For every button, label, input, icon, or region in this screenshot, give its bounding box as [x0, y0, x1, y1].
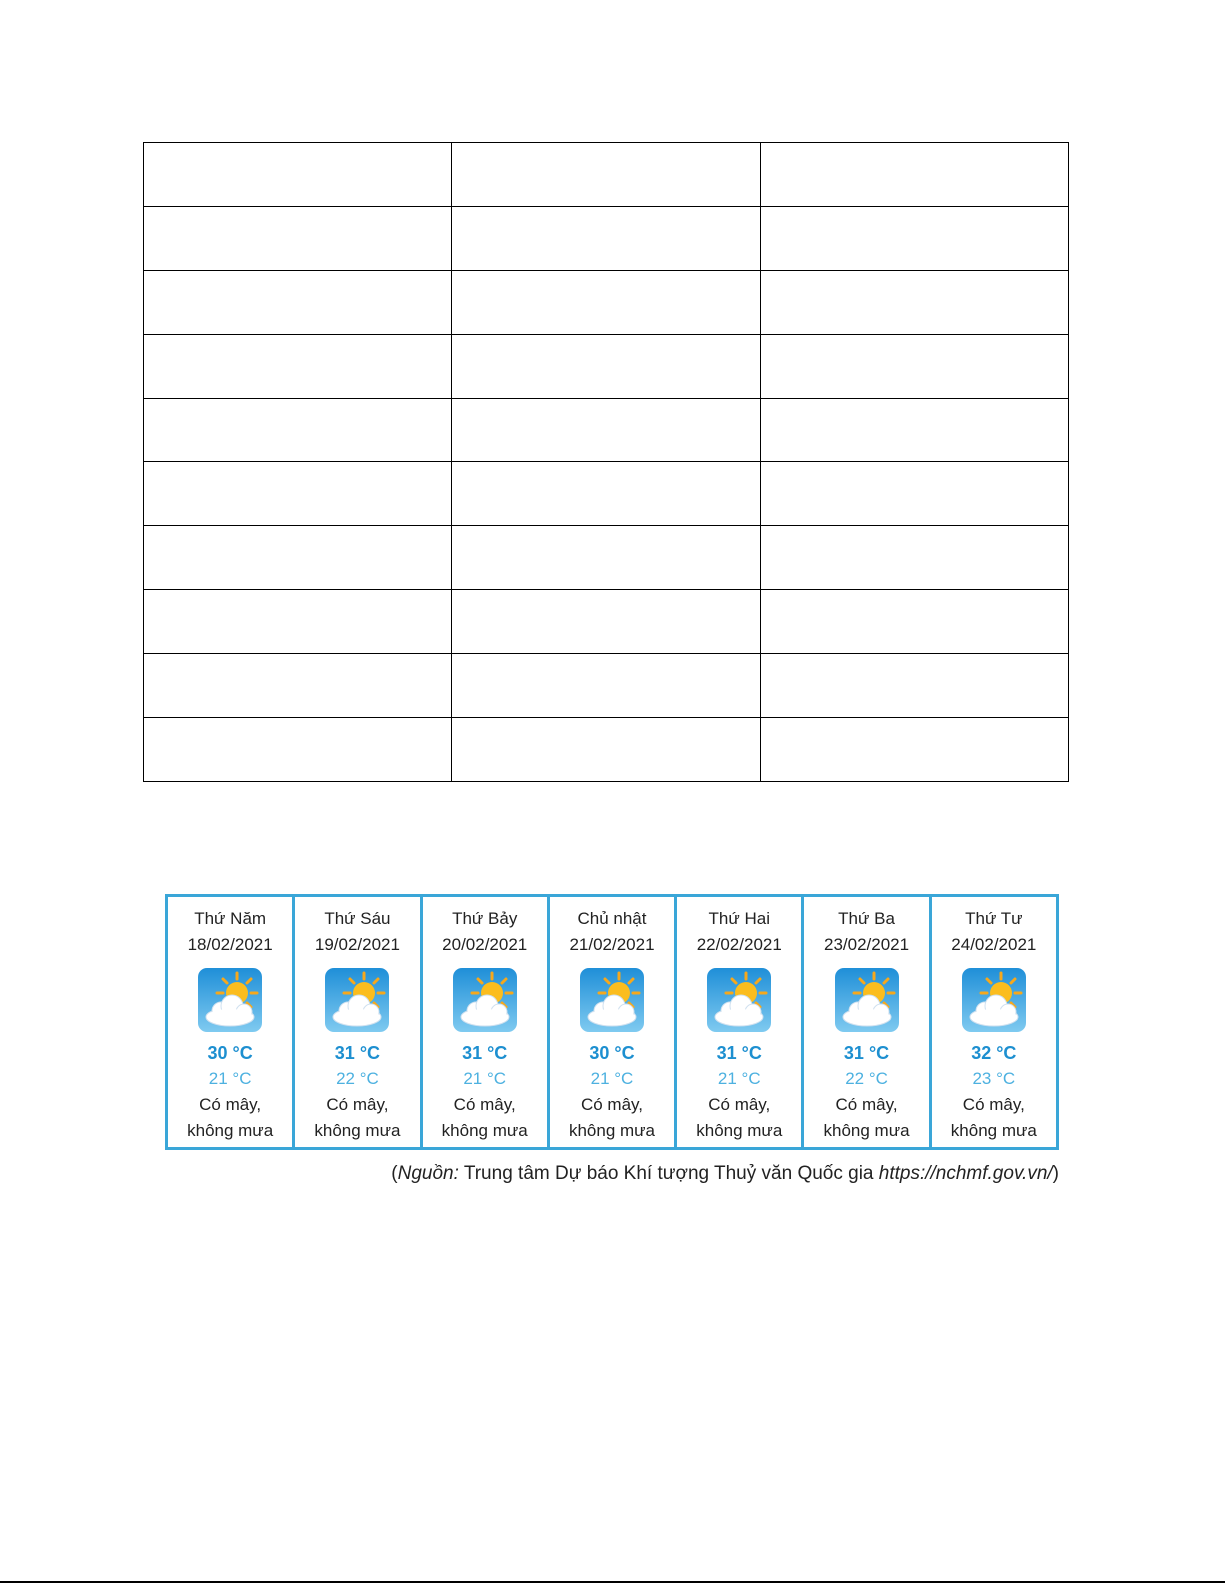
day-name: Thứ Sáu: [324, 909, 391, 928]
day-name: Thứ Bảy: [452, 909, 518, 928]
weather-forecast-strip: [165, 894, 1059, 1150]
forecast-day: [801, 897, 928, 1147]
table-cell: [144, 143, 452, 207]
table-cell: [452, 143, 760, 207]
table-cell: [144, 718, 452, 782]
partly-sunny-icon: [324, 967, 390, 1033]
table-row: [144, 590, 1069, 654]
table-cell: [452, 718, 760, 782]
table-row: [144, 334, 1069, 398]
table-cell: [144, 590, 452, 654]
table-cell: [760, 143, 1068, 207]
partly-sunny-icon: [834, 967, 900, 1033]
low-temperature: 23 °C: [972, 1069, 1016, 1088]
condition-line-2: không mưa: [187, 1121, 274, 1140]
table-cell: [144, 398, 452, 462]
source-text: Trung tâm Dự báo Khí tượng Thuỷ văn Quốc gia: [458, 1163, 879, 1184]
table-cell: [452, 206, 760, 270]
empty-data-table: [143, 142, 1069, 782]
high-temperature: 31 °C: [462, 1043, 508, 1063]
table-cell: [452, 526, 760, 590]
table-cell: [760, 334, 1068, 398]
condition-line-1: Có mây,: [708, 1095, 771, 1114]
low-temperature: 22 °C: [336, 1069, 379, 1088]
day-name: Thứ Tư: [965, 909, 1023, 928]
forecast-day: [292, 897, 419, 1147]
table-row: [144, 718, 1069, 782]
day-date: 18/02/2021: [187, 935, 273, 954]
condition-line-2: không mưa: [950, 1121, 1037, 1140]
source-url: https://nchmf.gov.vn/: [878, 1163, 1053, 1184]
forecast-day: [929, 897, 1056, 1147]
table-cell: [760, 270, 1068, 334]
table-cell: [452, 334, 760, 398]
high-temperature: 31 °C: [716, 1043, 762, 1063]
partly-sunny-icon: [452, 967, 518, 1033]
day-name: Thứ Ba: [838, 909, 895, 928]
high-temperature: 30 °C: [589, 1043, 635, 1063]
table-cell: [760, 398, 1068, 462]
table-cell: [452, 654, 760, 718]
table-row: [144, 270, 1069, 334]
source-close-paren: ): [1052, 1163, 1059, 1184]
condition-line-2: không mưa: [568, 1121, 655, 1140]
table-cell: [452, 462, 760, 526]
table-cell: [144, 206, 452, 270]
condition-line-2: không mưa: [441, 1121, 528, 1140]
table-row: [144, 462, 1069, 526]
table-cell: [760, 206, 1068, 270]
condition-line-1: Có mây,: [962, 1095, 1025, 1114]
partly-sunny-icon: [961, 967, 1027, 1033]
table-cell: [452, 270, 760, 334]
table-row: [144, 206, 1069, 270]
high-temperature: 30 °C: [207, 1043, 253, 1063]
day-date: 24/02/2021: [951, 935, 1037, 954]
table-cell: [760, 462, 1068, 526]
low-temperature: 21 °C: [717, 1069, 761, 1088]
forecast-day: [674, 897, 801, 1147]
table-cell: [144, 334, 452, 398]
source-citation: [391, 1163, 1059, 1185]
high-temperature: 31 °C: [334, 1043, 381, 1063]
page-bottom-rule: [0, 1581, 1225, 1583]
table-row: [144, 398, 1069, 462]
table-cell: [760, 718, 1068, 782]
table-cell: [452, 590, 760, 654]
table-cell: [760, 654, 1068, 718]
forecast-day: [420, 897, 547, 1147]
table-cell: [144, 462, 452, 526]
table-row: [144, 143, 1069, 207]
day-name: Chủ nhật: [577, 909, 647, 928]
condition-line-2: không mưa: [823, 1121, 910, 1140]
day-name: Thứ Năm: [194, 909, 267, 928]
table-cell: [144, 654, 452, 718]
day-date: 22/02/2021: [696, 935, 782, 954]
source-open-paren: (: [391, 1163, 398, 1184]
table-row: [144, 526, 1069, 590]
condition-line-1: Có mây,: [835, 1095, 898, 1114]
condition-line-1: Có mây,: [199, 1095, 262, 1114]
day-date: 21/02/2021: [569, 935, 655, 954]
low-temperature: 21 °C: [208, 1069, 252, 1088]
forecast-day: [547, 897, 674, 1147]
partly-sunny-icon: [579, 967, 645, 1033]
condition-line-1: Có mây,: [580, 1095, 643, 1114]
condition-line-2: không mưa: [314, 1121, 401, 1140]
low-temperature: 21 °C: [590, 1069, 634, 1088]
table-row: [144, 654, 1069, 718]
day-name: Thứ Hai: [708, 909, 770, 928]
partly-sunny-icon: [706, 967, 772, 1033]
day-date: 19/02/2021: [314, 935, 400, 954]
day-date: 23/02/2021: [824, 935, 910, 954]
low-temperature: 21 °C: [463, 1069, 507, 1088]
condition-line-1: Có mây,: [453, 1095, 516, 1114]
day-date: 20/02/2021: [442, 935, 528, 954]
forecast-day: [168, 897, 292, 1147]
table-cell: [144, 270, 452, 334]
source-label: Nguồn:: [397, 1163, 459, 1184]
low-temperature: 22 °C: [845, 1069, 888, 1088]
condition-line-1: Có mây,: [326, 1095, 389, 1114]
high-temperature: 32 °C: [971, 1043, 1017, 1063]
table-cell: [144, 526, 452, 590]
table-cell: [760, 526, 1068, 590]
condition-line-2: không mưa: [696, 1121, 783, 1140]
table-cell: [760, 590, 1068, 654]
table-cell: [452, 398, 760, 462]
partly-sunny-icon: [197, 967, 263, 1033]
high-temperature: 31 °C: [843, 1043, 890, 1063]
